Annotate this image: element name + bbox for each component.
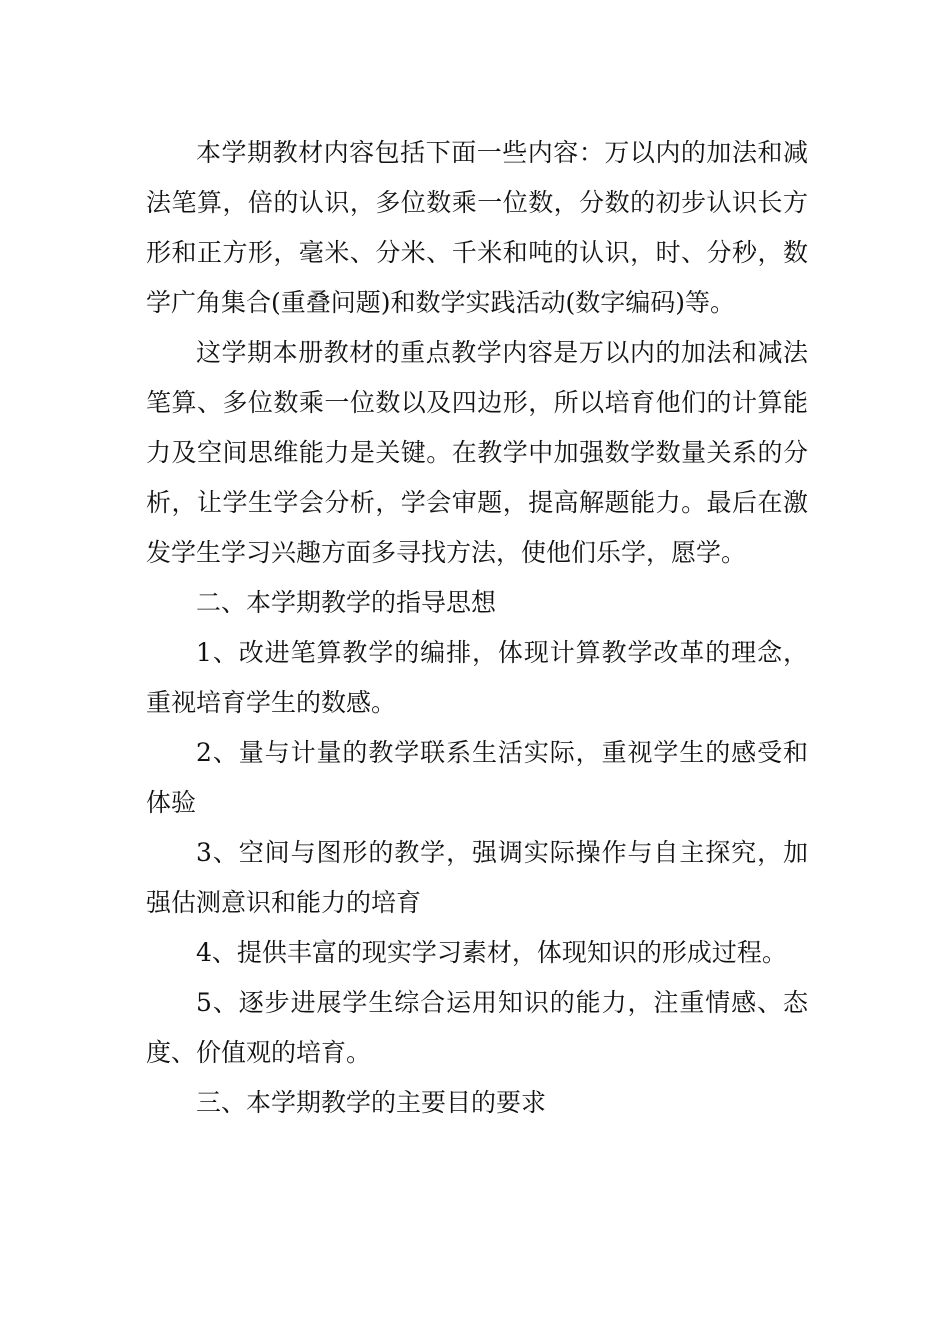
list-item-4: 4、提供丰富的现实学习素材，体现知识的形成过程。 (196, 938, 787, 967)
paragraph-teaching-focus: 这学期本册教材的重点教学内容是万以内的加法和减法笔算、多位数乘一位数以及四边形，所以培育他们的计算能力及空间思维能力是关键。在教学中加强数学数量关系的分析，让学生学会分析，学会审题，提高解题能力。最后在激发学生学习兴趣方面多寻找方法，使他们乐学，愿学。 (146, 338, 808, 567)
list-item-3: 3、空间与图形的教学，强调实际操作与自主探究，加强估测意识和能力的培育 (146, 838, 808, 917)
document-body (146, 128, 808, 1128)
list-item-1: 1、改进笔算教学的编排，体现计算教学改革的理念，重视培育学生的数感。 (146, 638, 808, 717)
section-heading-guiding-ideas: 二、本学期教学的指导思想 (196, 588, 497, 617)
paragraph-textbook-content: 本学期教材内容包括下面一些内容：万以内的加法和减法笔算，倍的认识，多位数乘一位数，分数的初步认识长方形和正方形，毫米、分米、千米和吨的认识，时、分秒，数学广角集合(重叠问题)和数学实践活动(数字编码)等。 (146, 138, 808, 317)
list-item-5: 5、逐步进展学生综合运用知识的能力，注重情感、态度、价值观的培育。 (146, 988, 808, 1067)
section-heading-main-goals: 三、本学期教学的主要目的要求 (196, 1088, 547, 1117)
list-item-2: 2、量与计量的教学联系生活实际，重视学生的感受和体验 (146, 738, 808, 817)
